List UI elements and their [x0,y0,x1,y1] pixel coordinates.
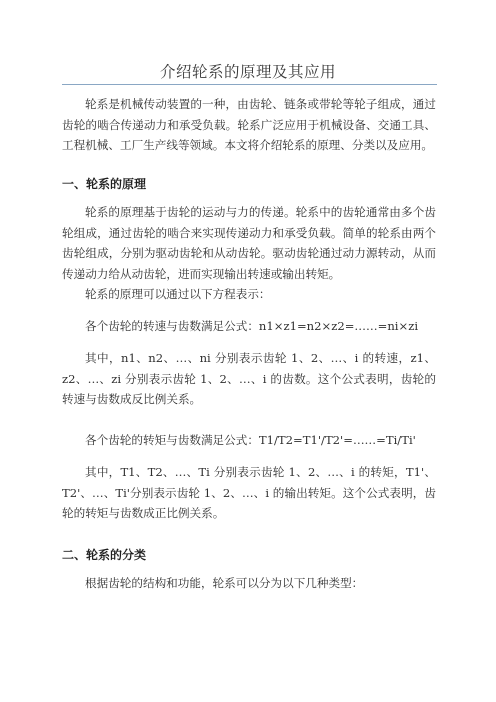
title-divider [62,84,437,85]
section-heading-principle: 一、轮系的原理 [62,177,147,191]
speed-formula: 各个齿轮的转速与齿数满足公式：n1×z1=n2×z2=……=ni×zi [85,319,419,333]
torque-formula-explanation: 其中，T1、T2、…、Ti 分别表示齿轮 1、2、…、i 的转矩，T1'、T2'、…、Ti'分别表示齿轮 1、2、…、i 的输出转矩。这个公式表明，齿轮的转矩与齿数成正比例关系。 [62,465,436,520]
classification-paragraph: 根据齿轮的结构和功能，轮系可以分为以下几种类型： [85,576,364,590]
section-heading-classification: 二、轮系的分类 [62,548,147,562]
speed-formula-explanation: 其中，n1、n2、…、ni 分别表示齿轮 1、2、…、i 的转速，z1、z2、…、zi 分别表示齿轮 1、2、…、i 的齿数。这个公式表明，齿轮的转速与齿数成反比例关系。 [62,351,436,406]
principle-paragraph: 轮系的原理基于齿轮的运动与力的传递。轮系中的齿轮通常由多个齿轮组成，通过齿轮的啮合来实现传递动力和承受负载。简单的轮系由两个齿轮组成，分别为驱动齿轮和从动齿轮。驱动齿轮通过动力源转动，从而传递动力给从动齿轮，进而实现输出转速或输出转矩。 [62,205,436,281]
intro-paragraph: 轮系是机械传动装置的一种，由齿轮、链条或带轮等轮子组成，通过齿轮的啮合传递动力和承受负载。轮系广泛应用于机械设备、交通工具、工程机械、工厂生产线等领域。本文将介绍轮系的原理、分类以及应用。 [62,97,436,152]
document-title: 介绍轮系的原理及其应用 [159,63,336,81]
equation-intro-paragraph: 轮系的原理可以通过以下方程表示： [85,287,271,301]
torque-formula: 各个齿轮的转矩与齿数满足公式：T1/T2=T1'/T2'=……=Ti/Ti' [85,433,416,447]
